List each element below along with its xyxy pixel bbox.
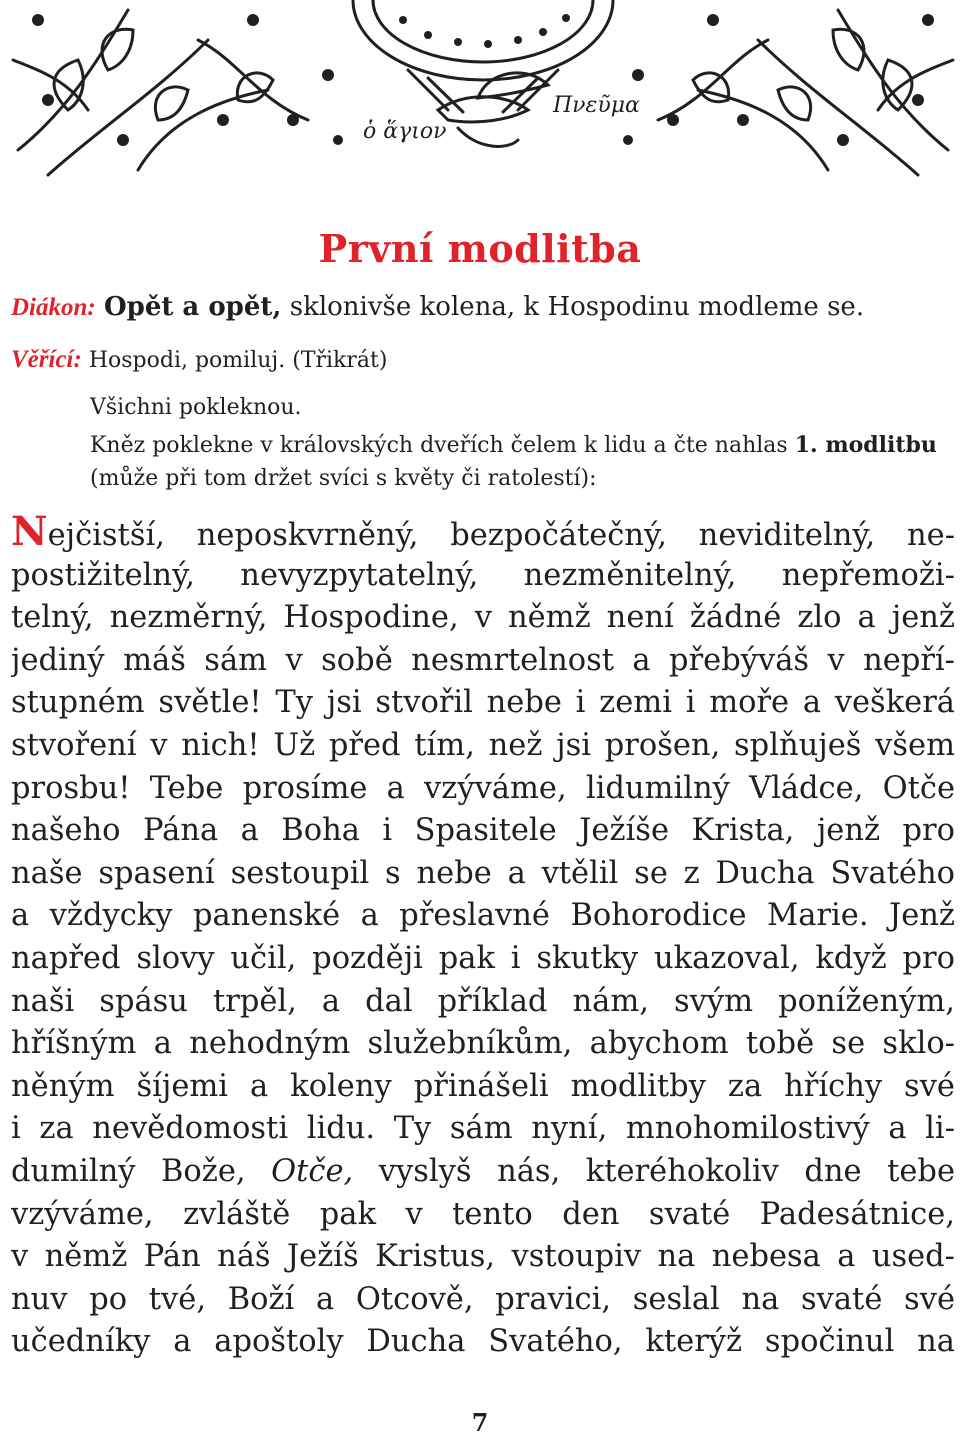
page-title: První modlitba	[318, 226, 642, 271]
prayer-line: postižitelný, nevyzpytatelný, nezměnitelný, nepřemoži-	[11, 557, 955, 593]
prayer-line: učedníky a apoštoly Ducha Svatého, kterýž spočinul na	[11, 1324, 955, 1360]
speaker-label: Diákon:	[11, 294, 96, 321]
prayer-line: něným šíjemi a koleny přinášeli modlitby za hříchy své	[11, 1068, 955, 1104]
rubric-line-deacon	[11, 292, 864, 322]
prayer-text	[11, 512, 955, 1364]
prayer-line: napřed slovy učil, později pak i skutky ukazoval, když pro	[11, 940, 955, 976]
rubric-instruction	[90, 432, 937, 458]
prayer-line: v němž Pán náš Ježíš Kristus, vstoupiv na nebesa a used-	[11, 1239, 955, 1275]
rubric-instruction: (může při tom držet svíci s květy či ratolestí):	[90, 466, 597, 491]
rubric-line-faithful	[11, 346, 387, 374]
rubric-text: Kněz poklekne v královských dveřích čelem k lidu a čte nahlas	[90, 433, 795, 458]
prayer-line: naše spasení sestoupil s nebe a vtělil se z Ducha Svatého	[11, 855, 955, 891]
prayer-line: jediný máš sám v sobě nesmrtelnost a přebýváš v nepří-	[11, 642, 955, 678]
decorative-banner	[8, 0, 956, 182]
prayer-line: vzýváme, zvláště pak v tento den svaté Padesátnice,	[11, 1196, 955, 1232]
prayer-line: stvoření v nich! Už před tím, než jsi prošen, splňuješ všem	[11, 727, 955, 763]
speaker-label: Věřící:	[11, 346, 82, 373]
rubric-text: sklonivše kolena, k Hospodinu modleme se.	[281, 292, 865, 322]
prayer-line: našeho Pána a Boha i Spasitele Ježíše Krista, jenž pro	[11, 813, 955, 849]
page-number: 7	[471, 1408, 489, 1437]
prayer-line: prosbu! Tebe prosíme a vzýváme, lidumilný Vládce, Otče	[11, 770, 955, 806]
rubric-text: Hospodi, pomiluj. (Třikrát)	[81, 348, 388, 373]
prayer-line: Nejčistší, neposkvrněný, bezpočátečný, neviditelný, ne-	[11, 512, 955, 555]
prayer-line: dumilný Bože, Otče, vyslyš nás, kteréhokoliv dne tebe	[11, 1153, 955, 1189]
prayer-line: i za nevědomosti lidu. Ty sám nyní, mnohomilostivý a li-	[11, 1111, 955, 1147]
prayer-line: hříšným a nehodným služebníkům, abychom tobě se sklo-	[11, 1026, 955, 1062]
prayer-line: stupném světle! Ty jsi stvořil nebe i zemi i moře a veškerá	[11, 685, 955, 721]
greek-inscription-right: Πνεῦμα	[553, 93, 640, 118]
italic-word: Otče,	[271, 1153, 354, 1189]
greek-inscription-left: ὁ ἅγιον	[363, 119, 447, 144]
bold-phrase: 1. modlitbu	[794, 432, 937, 458]
bold-phrase: Opět a opět,	[104, 292, 282, 322]
rubric-instruction: Všichni pokleknou.	[90, 395, 302, 420]
prayer-line: nuv po tvé, Boží a Otcově, pravici, seslal na svaté své	[11, 1281, 955, 1317]
prayer-line: naši spásu trpěl, a dal příklad nám, svým poníženým,	[11, 983, 955, 1019]
prayer-line: a vždycky panenské a přeslavné Bohorodice Marie. Jenž	[11, 898, 955, 934]
prayer-line: telný, nezměrný, Hospodine, v němž není žádné zlo a jenž	[11, 600, 955, 636]
drop-cap: N	[11, 512, 48, 555]
